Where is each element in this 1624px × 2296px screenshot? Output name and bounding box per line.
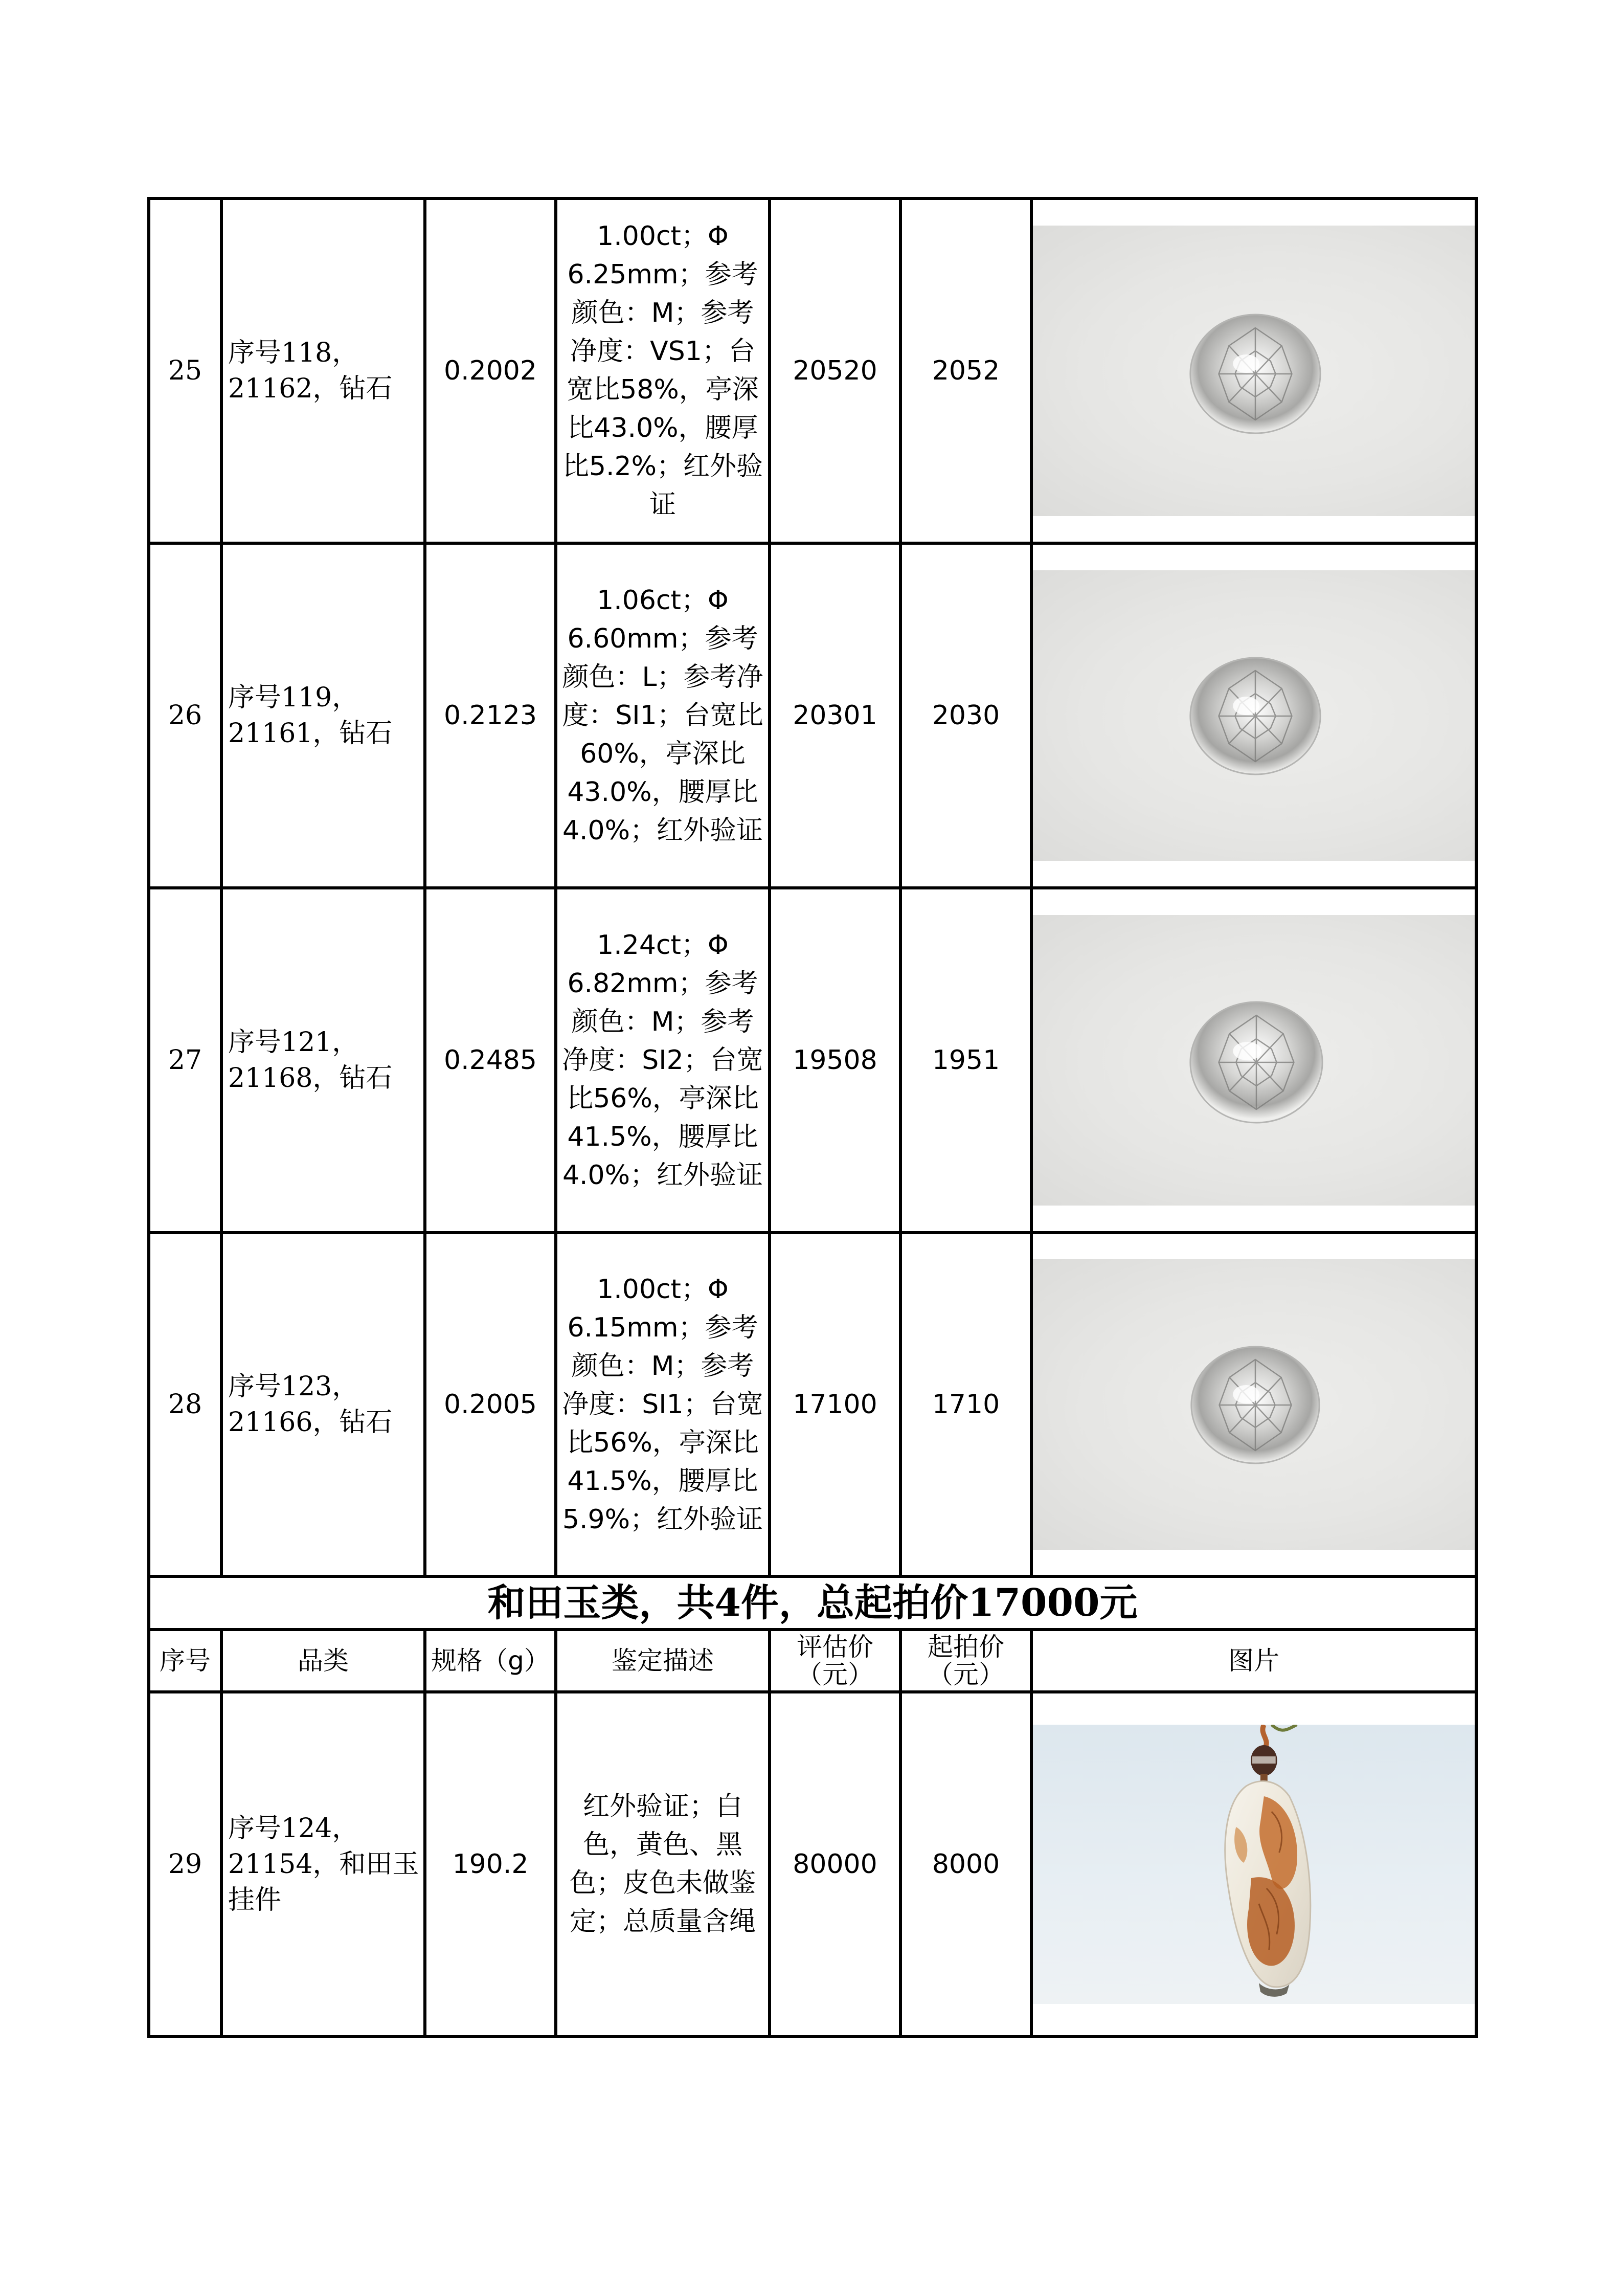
- item-category: 序号119， 21161，钻石: [221, 543, 425, 888]
- header-desc: 鉴定描述: [556, 1630, 770, 1692]
- item-number: 29: [149, 1692, 221, 2037]
- item-estimate: 17100: [770, 1233, 900, 1576]
- item-category: 序号118， 21162，钻石: [221, 198, 425, 543]
- diamond-photo-icon: [1033, 915, 1475, 1206]
- item-start-price: 8000: [900, 1692, 1031, 2037]
- item-number: 28: [149, 1233, 221, 1576]
- item-description: 1.06ct；Φ 6.60mm；参考 颜色：L；参考净 度：SI1；台宽比 60%，亭深比 43.0%，腰厚比 4.0%；红外验证: [556, 543, 770, 888]
- item-spec: 0.2123: [425, 543, 556, 888]
- item-spec: 0.2005: [425, 1233, 556, 1576]
- item-description: 1.24ct；Φ 6.82mm；参考 颜色：M；参考 净度：SI2；台宽 比56%，亭深比 41.5%，腰厚比 4.0%；红外验证: [556, 888, 770, 1233]
- item-category: 序号124， 21154，和田玉 挂件: [221, 1692, 425, 2037]
- table-row: [149, 888, 1476, 1233]
- item-image-cell: [1031, 1692, 1476, 2037]
- item-estimate: 19508: [770, 888, 900, 1233]
- table-row: [149, 1692, 1476, 2037]
- item-image-cell: [1031, 1233, 1476, 1576]
- item-description: 1.00ct；Φ 6.25mm；参考 颜色：M；参考 净度：VS1；台 宽比58%，亭深 比43.0%，腰厚 比5.2%；红外验 证: [556, 198, 770, 543]
- item-number: 26: [149, 543, 221, 888]
- item-category: 序号123， 21166，钻石: [221, 1233, 425, 1576]
- table-row: [149, 198, 1476, 543]
- item-start-price: 2030: [900, 543, 1031, 888]
- diamond-photo-icon: [1033, 570, 1475, 861]
- table-header-row: [149, 1630, 1476, 1692]
- jade-pendant-photo-icon: [1033, 1725, 1475, 2004]
- header-estimate: 评估价 （元）: [770, 1630, 900, 1692]
- item-number: 27: [149, 888, 221, 1233]
- section-title-row: [149, 1576, 1476, 1630]
- header-spec: 规格（g）: [425, 1630, 556, 1692]
- header-category: 品类: [221, 1630, 425, 1692]
- item-estimate: 80000: [770, 1692, 900, 2037]
- table-row: [149, 543, 1476, 888]
- item-spec: 0.2002: [425, 198, 556, 543]
- item-estimate: 20520: [770, 198, 900, 543]
- auction-listing-table: [147, 197, 1478, 2038]
- section-title: 和田玉类，共4件，总起拍价17000元: [149, 1576, 1476, 1630]
- item-start-price: 1710: [900, 1233, 1031, 1576]
- item-description: 红外验证；白 色，黄色、黑 色；皮色未做鉴 定；总质量含绳: [556, 1692, 770, 2037]
- diamond-photo-icon: [1033, 226, 1475, 516]
- header-start-price: 起拍价 （元）: [900, 1630, 1031, 1692]
- item-number: 25: [149, 198, 221, 543]
- item-category: 序号121， 21168，钻石: [221, 888, 425, 1233]
- header-no: 序号: [149, 1630, 221, 1692]
- diamond-photo-icon: [1033, 1259, 1475, 1550]
- item-spec: 0.2485: [425, 888, 556, 1233]
- item-start-price: 1951: [900, 888, 1031, 1233]
- item-start-price: 2052: [900, 198, 1031, 543]
- table-row: [149, 1233, 1476, 1576]
- item-image-cell: [1031, 543, 1476, 888]
- item-image-cell: [1031, 198, 1476, 543]
- item-estimate: 20301: [770, 543, 900, 888]
- item-description: 1.00ct；Φ 6.15mm；参考 颜色：M；参考 净度：SI1；台宽 比56%，亭深比 41.5%，腰厚比 5.9%；红外验证: [556, 1233, 770, 1576]
- item-image-cell: [1031, 888, 1476, 1233]
- header-image: 图片: [1031, 1630, 1476, 1692]
- item-spec: 190.2: [425, 1692, 556, 2037]
